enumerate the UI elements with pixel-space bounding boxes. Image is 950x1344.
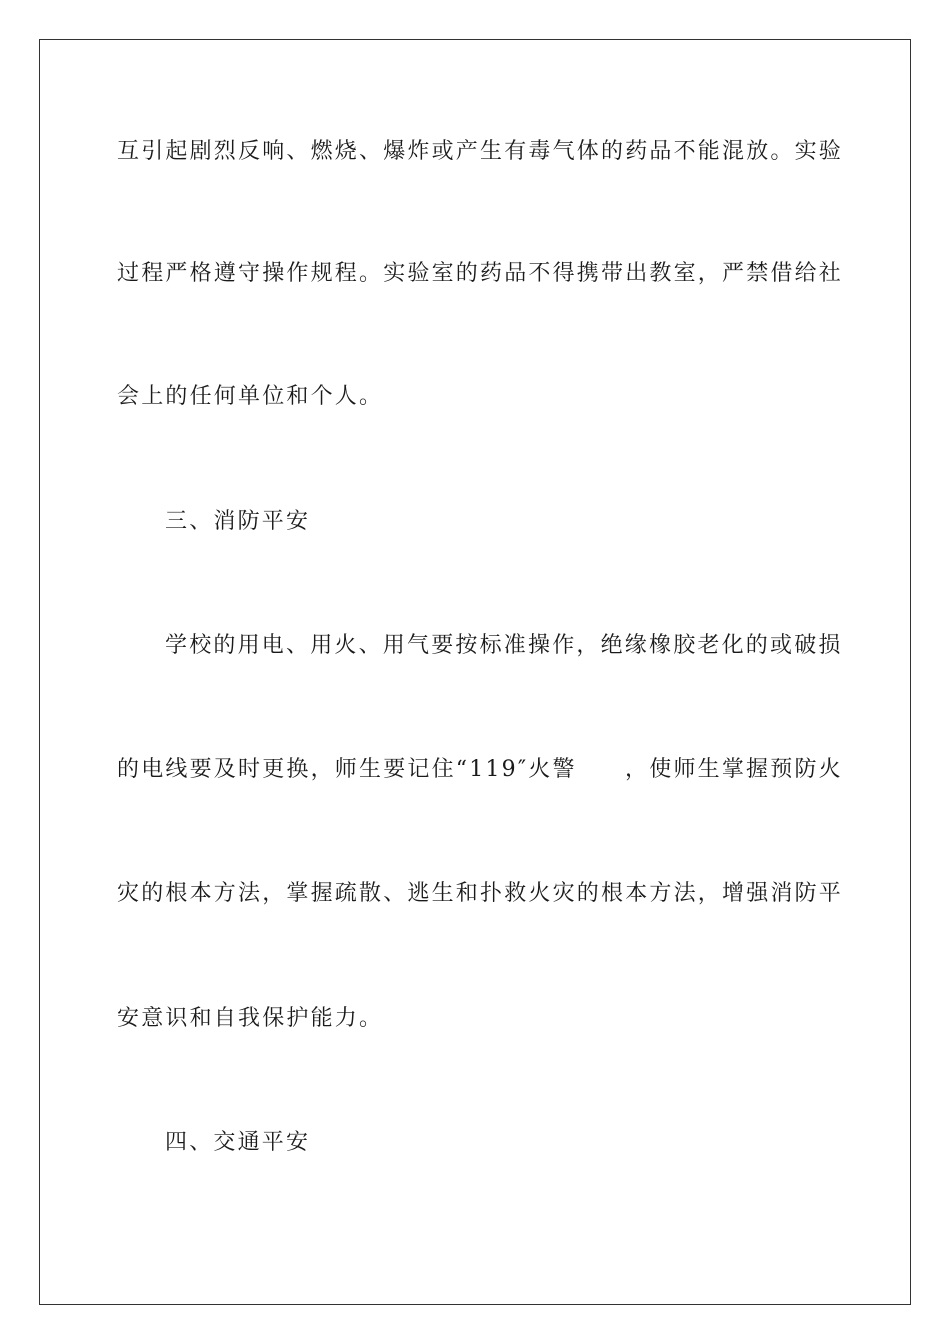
section-heading-traffic-safety: 四、交通平安 bbox=[165, 1130, 311, 1155]
body-line: 安意识和自我保护能力。 bbox=[117, 1006, 384, 1031]
page-frame bbox=[39, 39, 911, 1305]
body-line: 学校的用电、用火、用气要按标准操作，绝缘橡胶老化的或破损 bbox=[165, 633, 843, 658]
section-heading-fire-safety: 三、消防平安 bbox=[165, 509, 311, 534]
body-line: 灾的根本方法，掌握疏散、逃生和扑救火灾的根本方法，增强消防平 bbox=[117, 881, 844, 906]
body-line: 会上的任何单位和个人。 bbox=[117, 384, 384, 409]
body-line: 互引起剧烈反响、燃烧、爆炸或产生有毒气体的药品不能混放。实验 bbox=[117, 139, 844, 164]
body-line: 的电线要及时更换，师生要记住“119″火警 ，使师生掌握预防火 bbox=[117, 757, 843, 782]
body-line: 过程严格遵守操作规程。实验室的药品不得携带出教室，严禁借给社 bbox=[117, 261, 844, 286]
